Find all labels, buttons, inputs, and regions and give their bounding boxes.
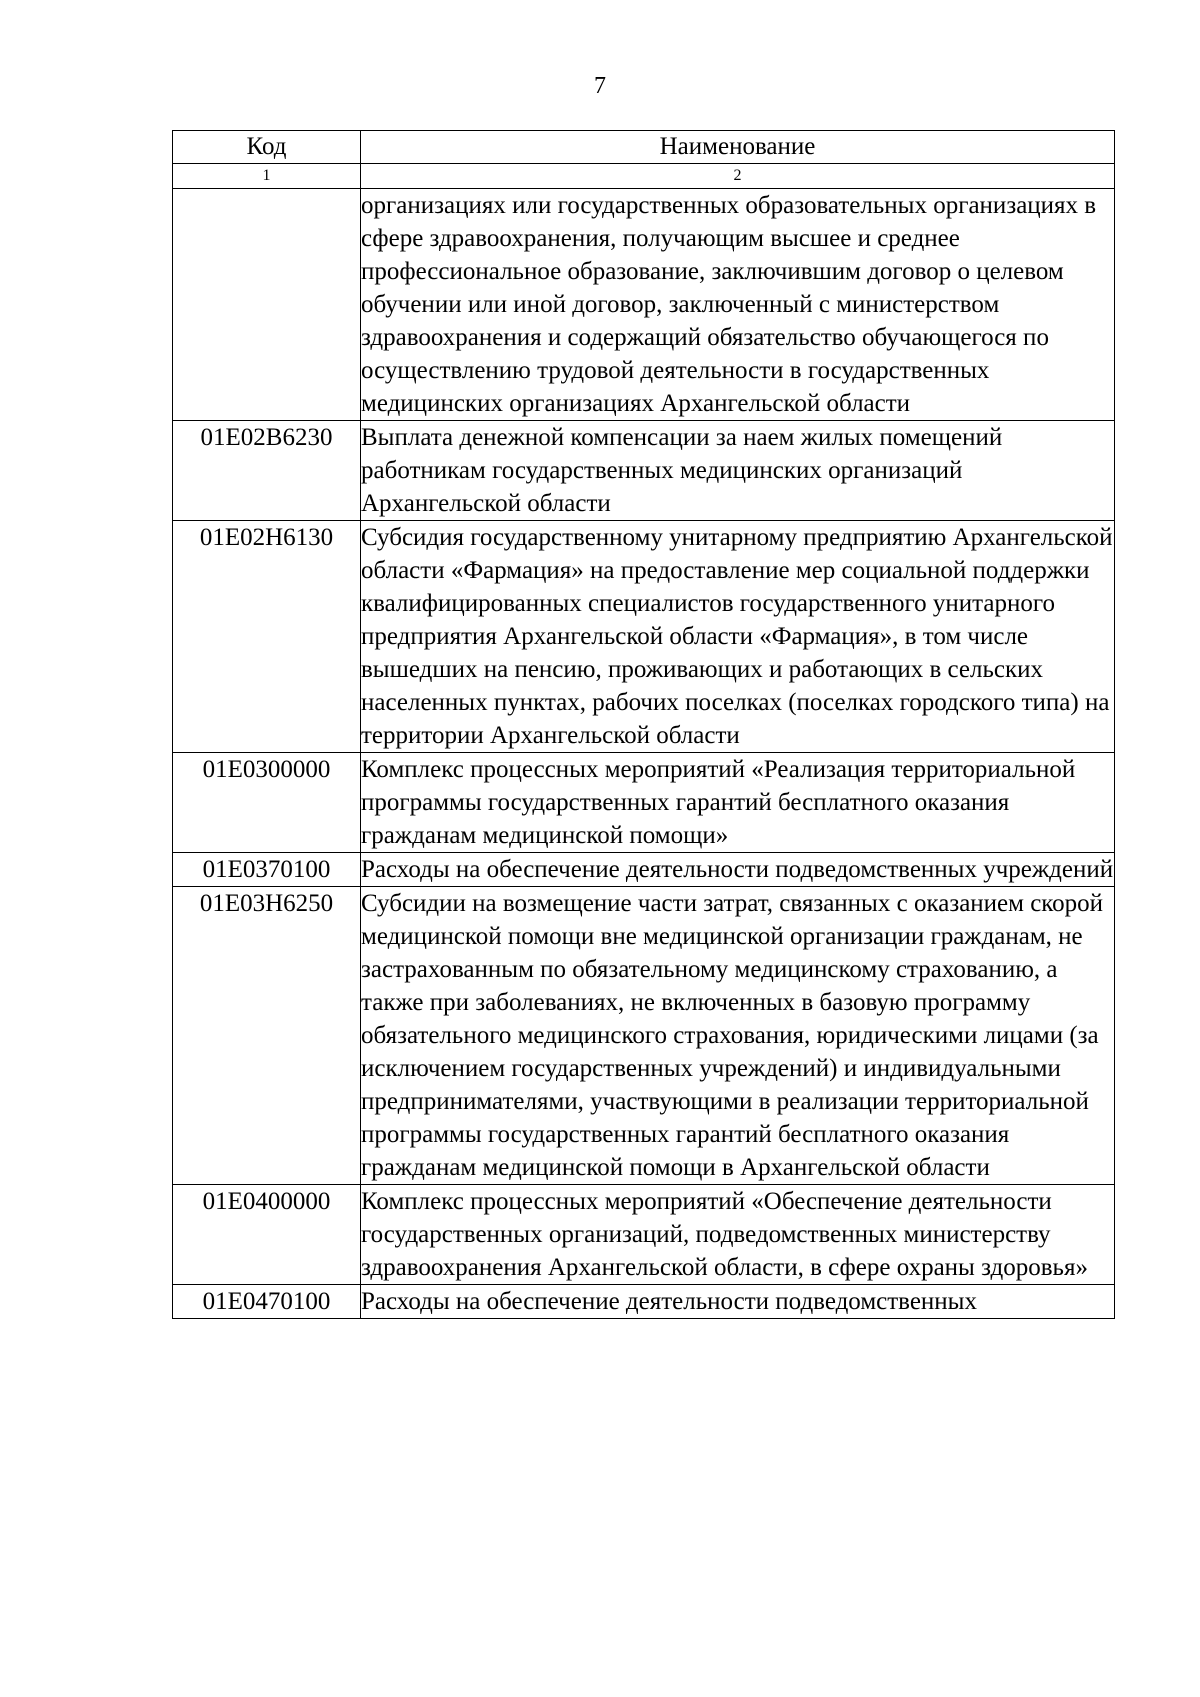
row-code: 01E0400000 [173, 1185, 361, 1285]
row-code: 01E02H6130 [173, 521, 361, 753]
row-code: 01E0370100 [173, 853, 361, 887]
row-code [173, 189, 361, 421]
table-header-row [173, 131, 1115, 164]
row-code: 01E02B6230 [173, 421, 361, 521]
table-row [173, 1285, 1115, 1319]
row-name: Расходы на обеспечение деятельности подведомственных [361, 1285, 1115, 1319]
table-row [173, 189, 1115, 421]
budget-code-table [172, 130, 1115, 1319]
row-name: Субсидии на возмещение части затрат, связанных с оказанием скорой медицинской помощи вне медицинской организации гражданам, не застрахованным по обязательному медицинскому страхованию, а также при заболеваниях, не включенных в базовую программу обязательного медицинского страхования, юридическими лицами (за исключением государственных учреждений) и индивидуальными предпринимателями, участвующими в реализации территориальной программы государственных гарантий бесплатного оказания гражданам медицинской помощи в Архангельской области [361, 887, 1115, 1185]
header-code: Код [173, 131, 361, 164]
table-row [173, 853, 1115, 887]
column-number-code: 1 [173, 164, 361, 189]
row-name: Расходы на обеспечение деятельности подведомственных учреждений [361, 853, 1115, 887]
row-code: 01E0300000 [173, 753, 361, 853]
row-name: Выплата денежной компенсации за наем жилых помещений работникам государственных медицинских организаций Архангельской области [361, 421, 1115, 521]
row-name: Субсидия государственному унитарному предприятию Архангельской области «Фармация» на предоставление мер социальной поддержки квалифицированных специалистов государственного унитарного предприятия Архангельской области «Фармация», в том числе вышедших на пенсию, проживающих и работающих в сельских населенных пунктах, рабочих поселках (поселках городского типа) на территории Архангельской области [361, 521, 1115, 753]
table-row [173, 887, 1115, 1185]
row-name: Комплекс процессных мероприятий «Обеспечение деятельности государственных организаций, подведомственных министерству здравоохранения Архангельской области, в сфере охраны здоровья» [361, 1185, 1115, 1285]
table-row [173, 753, 1115, 853]
row-code: 01E03H6250 [173, 887, 361, 1185]
table-row [173, 1185, 1115, 1285]
column-number-row [173, 164, 1115, 189]
row-name: организациях или государственных образовательных организациях в сфере здравоохранения, получающим высшее и среднее профессиональное образование, заключившим договор о целевом обучении или иной договор, заключенный с министерством здравоохранения и содержащий обязательство обучающегося по осуществлению трудовой деятельности в государственных медицинских организациях Архангельской области [361, 189, 1115, 421]
table-row [173, 521, 1115, 753]
page-number: 7 [594, 73, 606, 99]
row-code: 01E0470100 [173, 1285, 361, 1319]
table-row [173, 421, 1115, 521]
column-number-name: 2 [361, 164, 1115, 189]
header-name: Наименование [361, 131, 1115, 164]
row-name: Комплекс процессных мероприятий «Реализация территориальной программы государственных гарантий бесплатного оказания гражданам медицинской помощи» [361, 753, 1115, 853]
